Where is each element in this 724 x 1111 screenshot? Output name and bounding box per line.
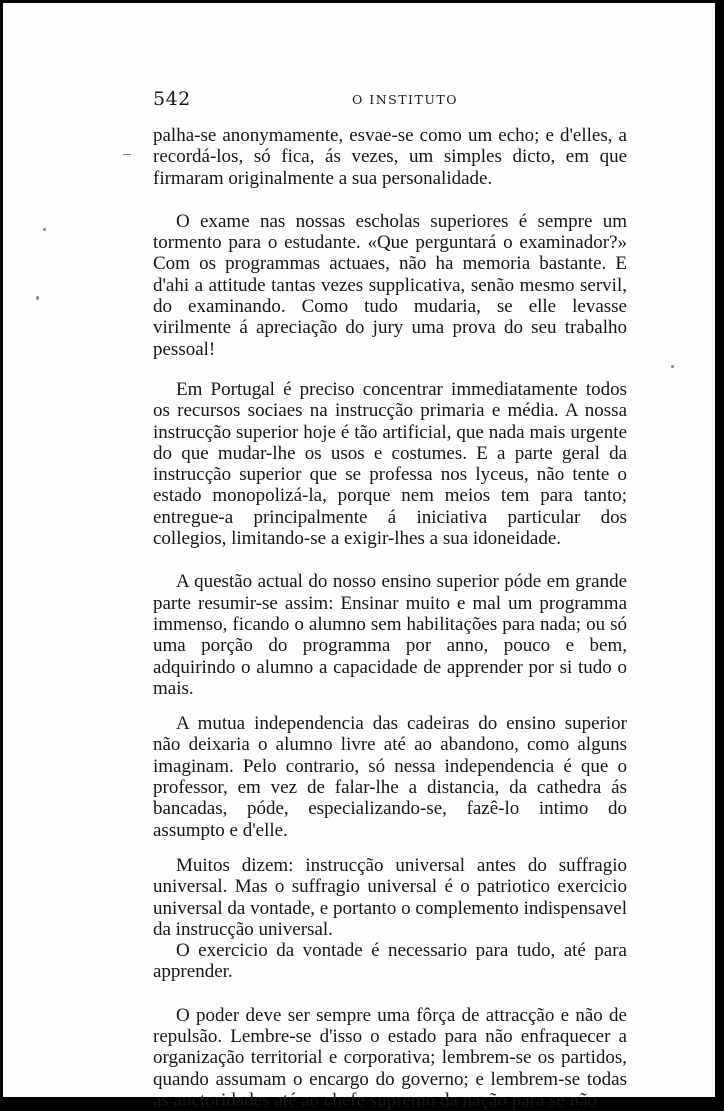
paragraph-mutua: A mutua independencia das cadeiras do ensino superior não deixaria o alumno livre até ao abandono, como alguns imaginam. Pelo contrario, só nessa independencia é que o professor, em vez de falar-lhe a distancia, da cathedra ás bancadas, póde, especializando-se, fazê-lo intimo do assumpto e d'elle. — [153, 713, 627, 841]
scan-speck — [123, 154, 131, 155]
page-header — [153, 88, 627, 112]
paragraph-suffragio: Muitos dizem: instrucção universal antes do suffragio universal. Mas o suffragio universal é o patriotico exercicio universal da vontade, e portanto o complemento indispensavel da instrucção universal. — [153, 854, 627, 940]
scan-speck — [43, 228, 46, 231]
paragraph-vontade: O exercicio da vontade é necessario para tudo, até para apprender. — [153, 940, 627, 983]
scan-speck — [671, 365, 674, 368]
paragraph-continuation: palha-se anonymamente, esvae-se como um echo; e d'elles, a recordá-los, só fica, ás vezes, um simples dicto, em que firmaram originalmente a sua personalidade. — [153, 125, 627, 189]
paragraph-exame: O exame nas nossas escholas superiores é sempre um tormento para o estudante. «Que perguntará o examinador?» Com os programmas actuaes, não ha memoria bastante. E d'ahi a attitude tantas vezes supplicativa, senão mesmo servil, do examinando. Como tudo mudaria, se elle levasse virilmente á apreciação do jury uma prova do seu trabalho pessoal! — [153, 210, 627, 360]
scan-speck — [36, 296, 39, 300]
page-number: 542 — [153, 88, 191, 110]
paragraph-questao: A questão actual do nosso ensino superior póde em grande parte resumir-se assim: Ensinar muito e mal um programma immenso, ficando o alumno sem habilitações para nada; ou só uma porção do programma por anno, pouco e bem, adquirindo o alumno a capacidade de apprender por si tudo o mais. — [153, 571, 627, 699]
body-text — [153, 125, 627, 1111]
paragraph-poder: O poder deve ser sempre uma fôrça de attracção e não de repulsão. Lembre-se d'isso o estado para não enfraquecer a organização territorial e corporativa; lembrem-se os partidos, quando assumam o encargo do governo; e lembrem-se todas as auctoridades até ao chefe supremo da nação para se não — [153, 1004, 627, 1111]
running-title: O INSTITUTO — [352, 92, 458, 107]
document-page — [3, 3, 715, 1111]
paragraph-portugal: Em Portugal é preciso concentrar immediatamente todos os recursos sociaes na instrucção primaria e média. A nossa instrucção superior hoje é tão artificial, que nada mais urgente do que mudar-lhe os usos e costumes. E a parte geral da instrucção superior que se professa nos lyceus, não tente o estado monopolizá-la, porque nem meios tem para tanto; entregue-a principalmente á iniciativa particular dos collegios, limitando-se a exigir-lhes a sua idoneidade. — [153, 378, 627, 550]
